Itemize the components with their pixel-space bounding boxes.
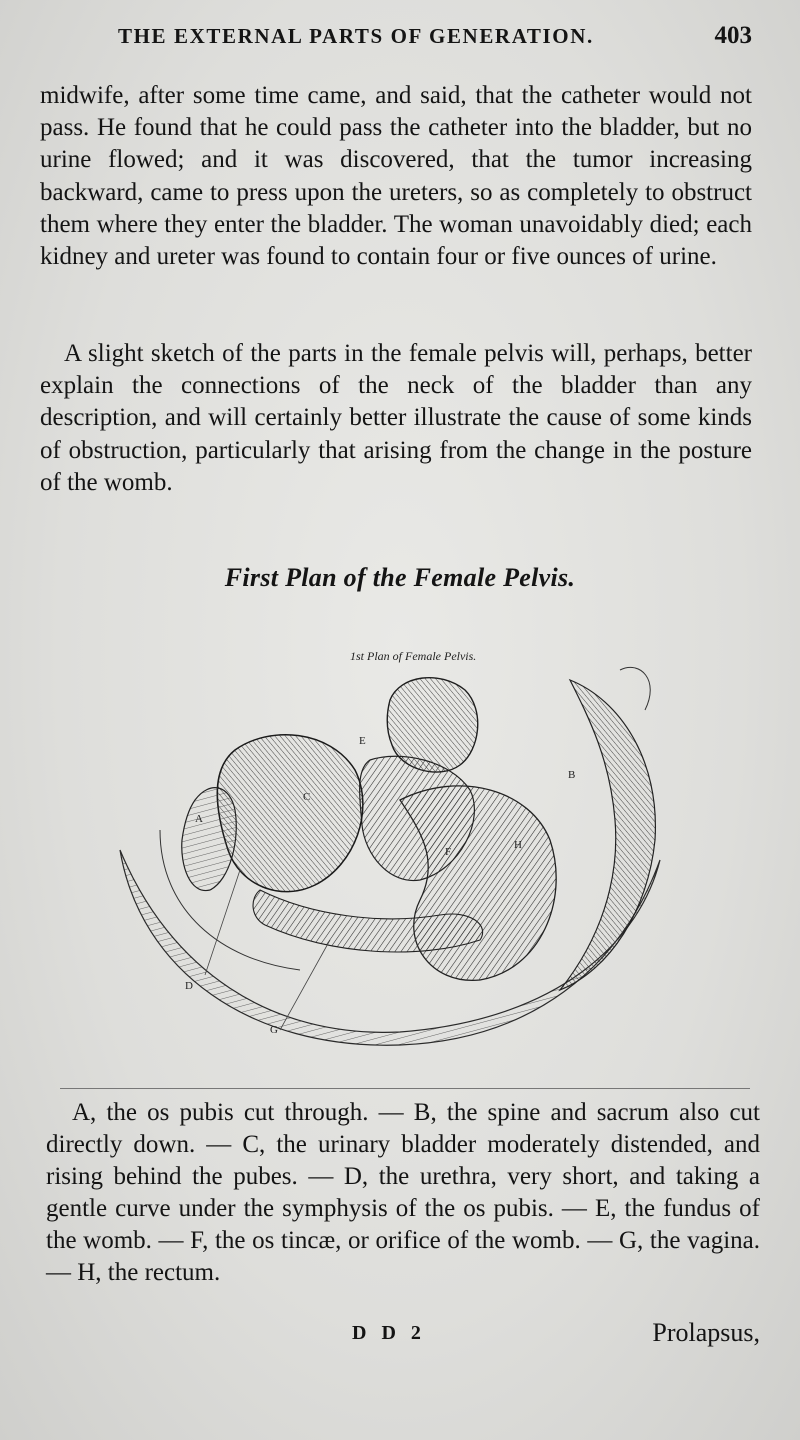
legend-text: A, the os pubis cut through. — B, the spine and sacrum also cut directly down. — C, the urinary bladder moderately distended, and rising behind the pubes. — D, the urethra, very short, and taking a gentle curve under the symphysis of the os pubis. — E, the fundus of the womb. — F, the os tincæ, or orifice of the womb. — G, the vagina. — H, the rectum. <box>46 1099 760 1286</box>
page-header <box>118 24 758 58</box>
catchword: Prolapsus, <box>652 1318 760 1347</box>
figure-label-d: D <box>185 980 193 992</box>
figure-label-b: B <box>568 769 576 781</box>
figure-label-h: H <box>514 839 522 851</box>
figure-label-a: A <box>195 813 203 825</box>
paragraph-1 <box>40 80 752 273</box>
signature-mark: D D 2 <box>352 1322 426 1344</box>
figure-label-c: C <box>303 791 311 803</box>
figure-caption: First Plan of the Female Pelvis. <box>224 563 576 592</box>
figure-label-f: F <box>445 846 452 858</box>
page-footer <box>0 1318 800 1358</box>
divider <box>60 1088 750 1089</box>
figure-label-g: G <box>270 1024 278 1036</box>
pelvis-illustration <box>100 640 700 1080</box>
page-number: 403 <box>714 22 752 49</box>
figure-label-e: E <box>359 735 366 747</box>
paragraph-2 <box>40 338 752 499</box>
paragraph-text: A slight sketch of the parts in the female pelvis will, perhaps, better explain the connections of the neck of the bladder than any description, and will certainly better illustrate the cause of some kinds of obstruction, particularly that arising from the change in the posture of the womb. <box>40 340 752 496</box>
figure-legend <box>46 1097 760 1289</box>
paragraph-text: midwife, after some time came, and said, that the catheter would not pass. He found that he could pass the catheter into the bladder, but no urine flowed; and it was discovered, that the tumor increasing backward, came to press upon the ureters, so as completely to obstruct them where they enter the bladder. The woman unavoidably died; each kidney and ureter was found to contain four or five ounces of urine. <box>40 82 752 271</box>
running-title: THE EXTERNAL PARTS OF GENERATION. <box>118 24 594 48</box>
engraved-title: 1st Plan of Female Pelvis. <box>350 649 477 663</box>
anatomical-engraving <box>100 640 700 1080</box>
